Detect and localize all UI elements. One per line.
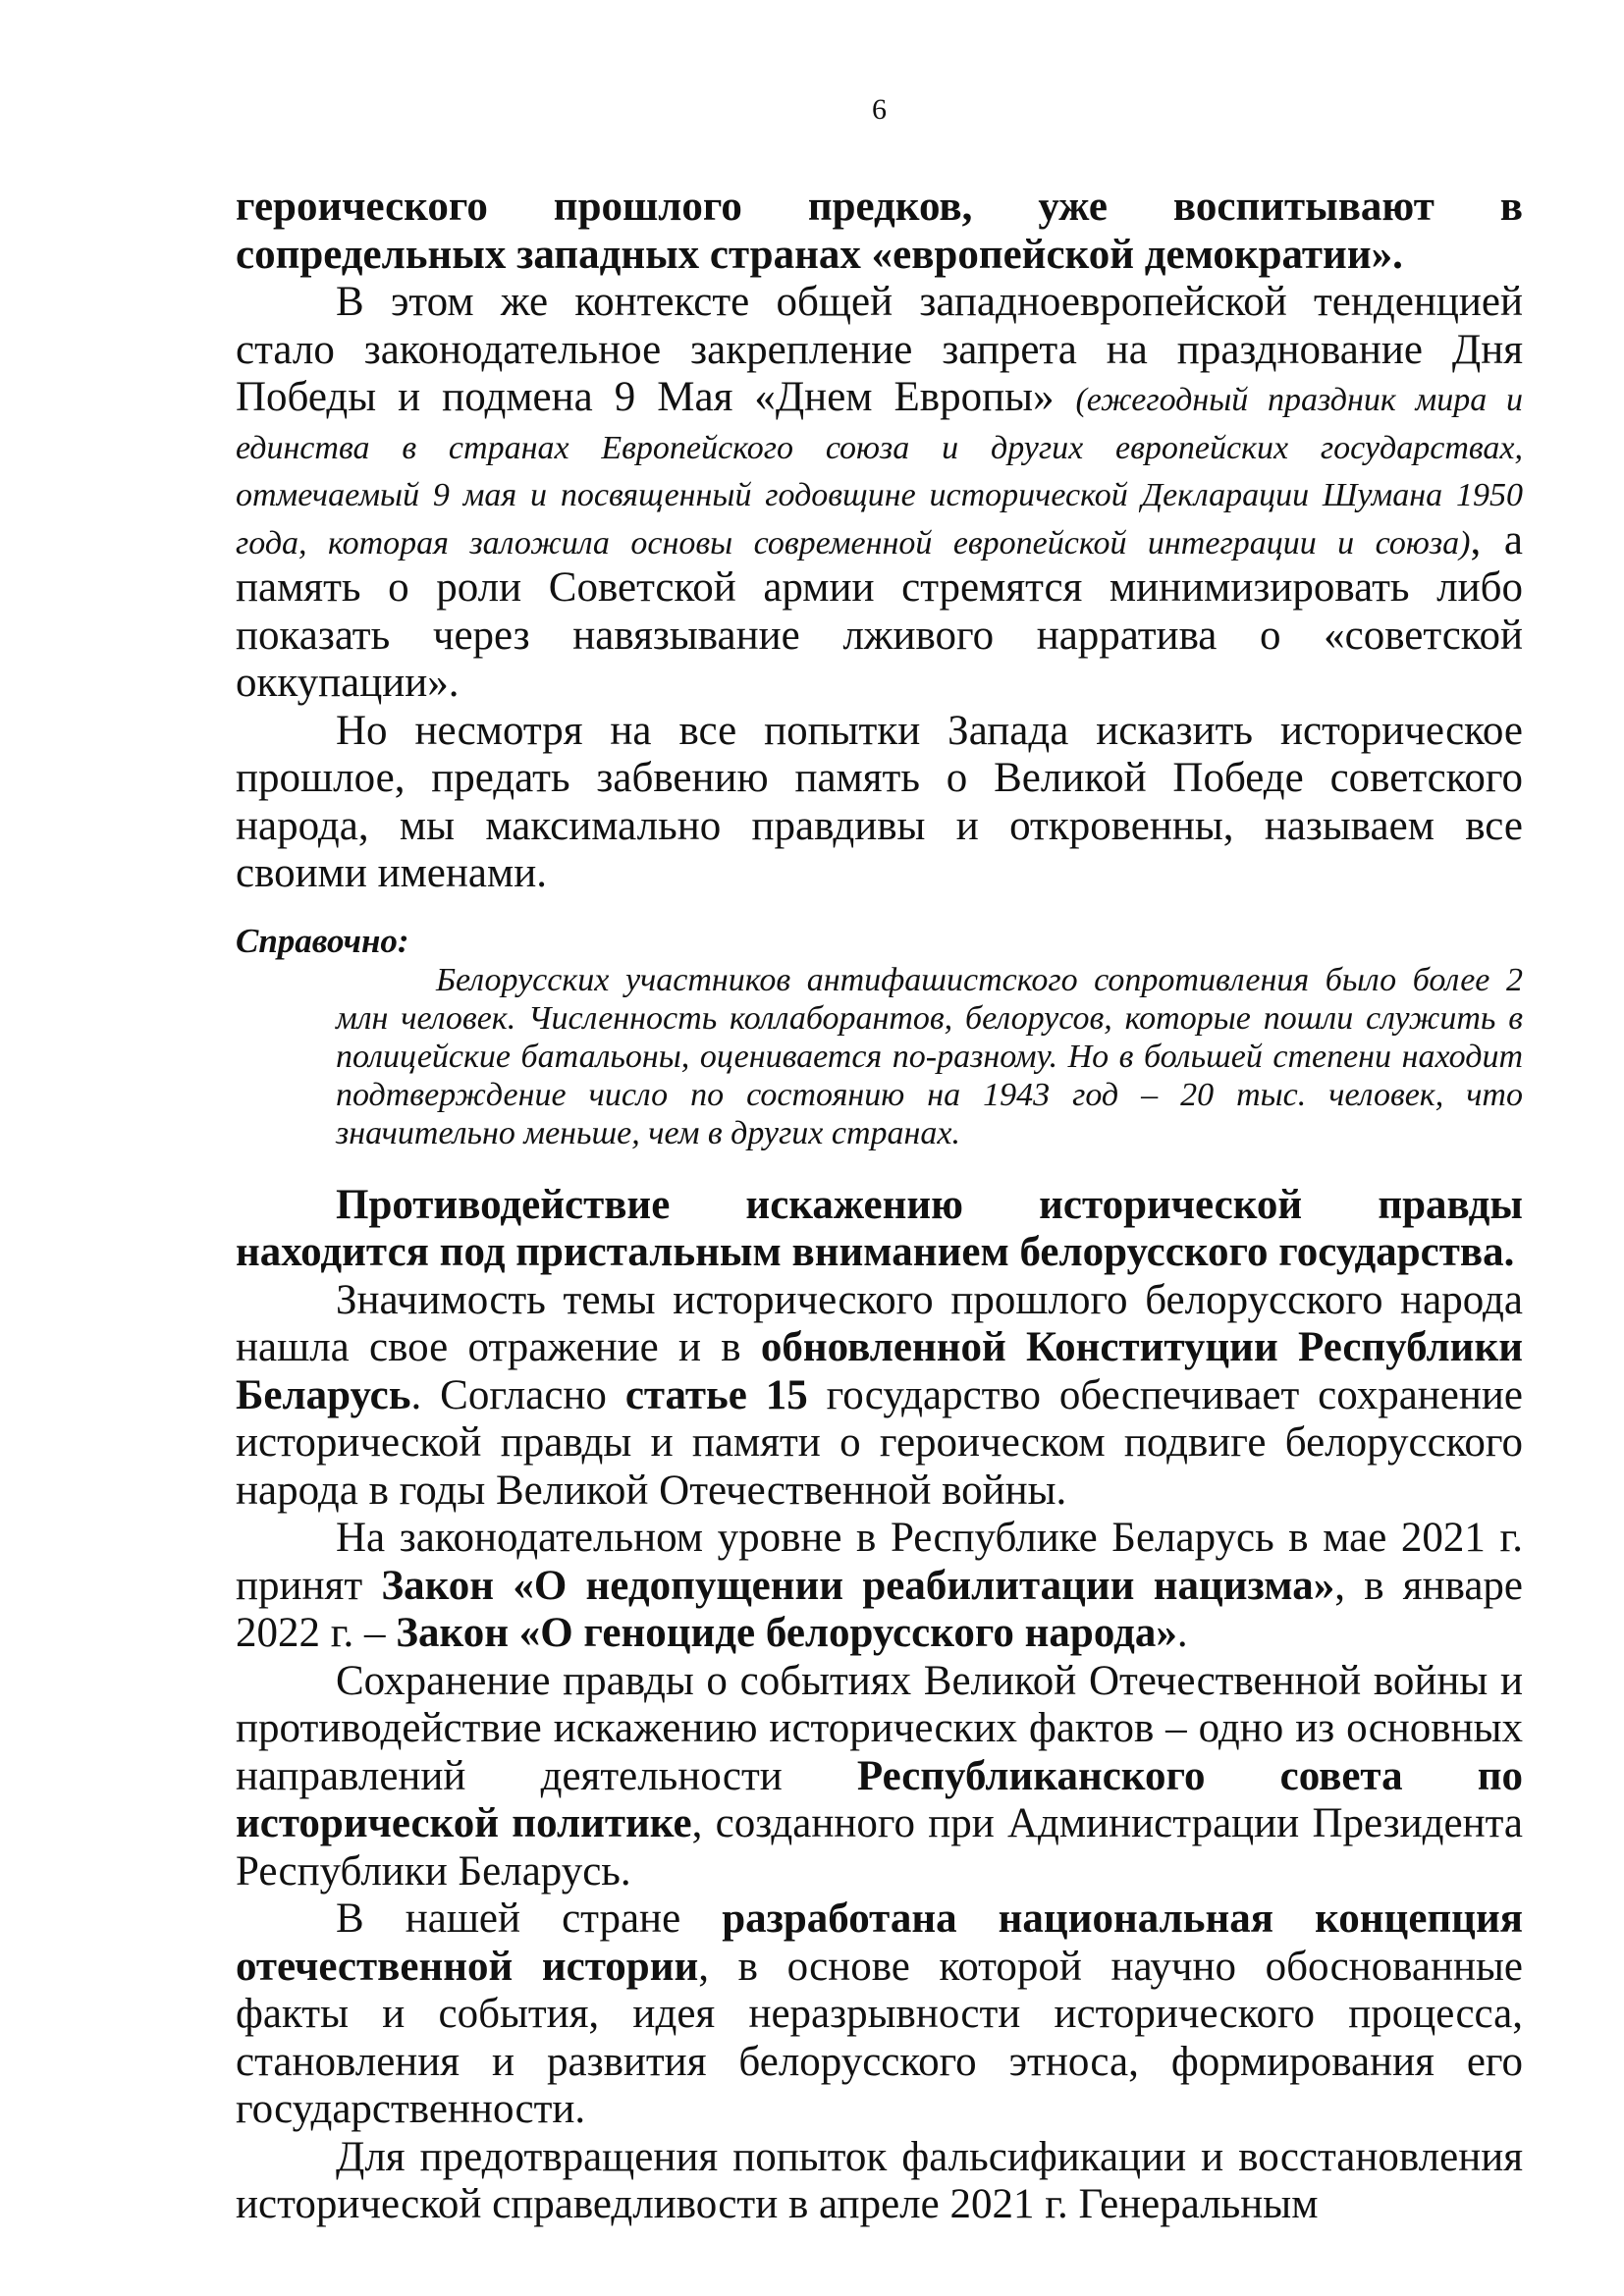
bold-text: обновленной Конституции Республики Беларусь	[236, 1324, 1523, 1418]
paragraph-text: Для предотвращения попыток фальсификации и восстановления исторической справедливости в апреле 2021 г. Генеральным	[236, 2133, 1523, 2227]
paragraph-text: , созданного при Администрации Президента Республики Беларусь.	[236, 1800, 1523, 1895]
paragraph-counteraction-heading	[236, 1182, 1523, 1277]
paragraph-text: .	[1176, 1610, 1188, 1656]
paragraph-text: Но несмотря на все попытки Запада исказить историческое прошлое, предать забвению память о Великой Победе советского народа, мы максимально правдивы и откровенны, называем все своими именами.	[236, 707, 1523, 896]
paragraph-text: , а память о роли Советской армии стремятся минимизировать либо показать через навязывание лживого нарратива о «советской оккупации».	[236, 516, 1523, 706]
paragraph-text: , в январе 2022 г. –	[236, 1562, 1523, 1656]
page-number: 6	[872, 93, 887, 126]
bold-text: Противодействие искажению исторической правды находится под пристальным вниманием белорусского государства.	[236, 1181, 1523, 1275]
paragraph-continuation	[236, 184, 1523, 279]
bold-text: героического прошлого предков, уже воспитывают в сопредельных западных странах «европейской демократии».	[236, 184, 1523, 278]
paragraph-concept	[236, 1896, 1523, 2134]
paragraph-western-attempts	[236, 708, 1523, 898]
bold-text: Закон «О геноциде белорусского народа»	[396, 1610, 1177, 1656]
paragraph-constitution	[236, 1277, 1523, 1516]
bold-text: Республиканского совета по исторической политике	[236, 1752, 1523, 1846]
reference-title: Справочно:	[236, 921, 409, 960]
bold-text: разработана национальная концепция отечественной истории	[236, 1896, 1523, 1990]
bold-text: Закон «О недопущении реабилитации нацизма»	[381, 1562, 1335, 1609]
bold-text: статье 15	[624, 1371, 808, 1418]
reference-text: Белорусских участников антифашистского сопротивления было более 2 млн человек. Численность коллаборантов, белорусов, которые пошли служить в полицейские батальоны, оценивается по-разному. Но в большей степени находит подтверждение число по состоянию на 1943 год – 20 тыс. человек, что значительно меньше, чем в других странах.	[336, 961, 1523, 1151]
paragraph-text: , в основе которой научно обоснованные факты и события, идея неразрывности исторического процесса, становления и развития белорусского этноса, формирования его государственности.	[236, 1943, 1524, 2132]
italic-note: (ежегодный праздник мира и единства в странах Европейского союза и других европейских государствах, отмечаемый 9 мая и посвященный годовщине исторической Декларации Шумана 1950 года, которая заложила основы современной европейской интеграции и союза)	[236, 382, 1523, 561]
paragraph-text: Сохранение правды о событиях Великой Отечественной войны и противодействие искажению исторических фактов – одно из основных направлений деятельности	[236, 1657, 1523, 1799]
paragraph-text: . Согласно	[410, 1371, 625, 1418]
reference-body	[336, 961, 1523, 1152]
paragraph-text: Значимость темы исторического прошлого белорусского народа нашла свое отражение и в	[236, 1276, 1523, 1370]
document-page	[236, 93, 1523, 2229]
paragraph-europe-day	[236, 279, 1523, 708]
paragraph-text: В этом же контексте общей западноевропейской тенденцией стало законодательное закрепление запрета на празднование Дня Победы и подмена 9 Мая «Днем Европы»	[236, 279, 1523, 420]
paragraph-laws	[236, 1515, 1523, 1658]
paragraph-text: государство обеспечивает сохранение исторической правды и памяти о героическом подвиге белорусского народа в годы Великой Отечественной войны.	[236, 1371, 1523, 1514]
paragraph-text: На законодательном уровне в Республике Беларусь в мае 2021 г. принят	[236, 1515, 1523, 1609]
paragraph-text: В нашей стране	[336, 1896, 723, 1942]
paragraph-falsification	[236, 2134, 1523, 2229]
paragraph-council	[236, 1658, 1523, 1896]
